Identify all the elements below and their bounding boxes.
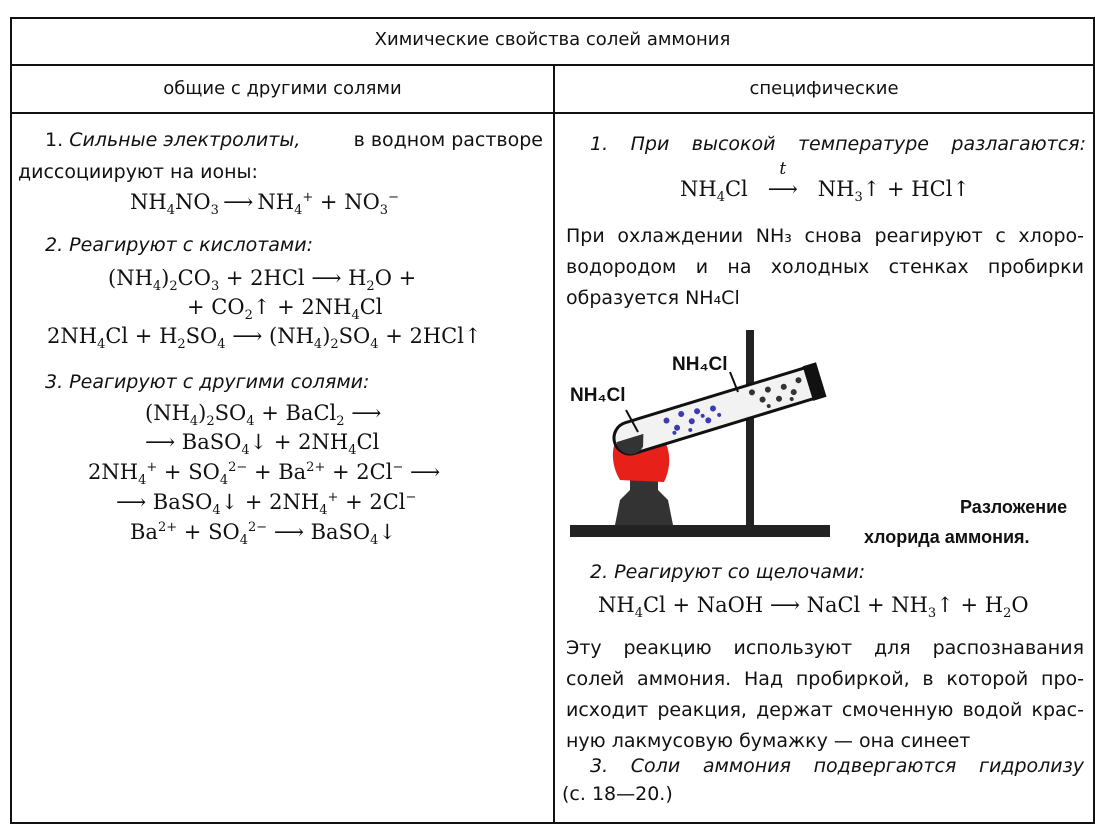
left-p3-heading: 3. Реагируют с другими солями: [45, 371, 370, 393]
stand-rod [746, 330, 754, 528]
right-p3-heading: 3. Соли аммония подвергаются гидролизу [590, 755, 1084, 777]
figure-caption-line2: хлорида аммония. [864, 527, 1030, 547]
equation-decomposition: $NH_4Cl$ t ⟶ $NH_3↑$ + HCl↑ [680, 159, 971, 206]
equation-salt-2a: $2NH_4^+ + SO_4^{2-} + Ba^{2+} + 2Cl^-$ ⟶ [88, 460, 441, 489]
equation-acid-1b: + $CO_2↑ + 2NH_4Cl$ [187, 295, 383, 324]
figure-caption-line1: Разложение [960, 497, 1068, 517]
equation-salt-1b: ⟶ BaSO$_4$↓ + $2NH_4Cl$ [145, 430, 380, 459]
left-p1-italic: Сильные электролиты, [69, 129, 301, 151]
equation-acid-2: $2NH_4Cl + H_2SO_4$ ⟶ $(NH_4)_2SO_4$ + 2HCl↑ [47, 324, 482, 353]
arrow-label-t: t [779, 159, 787, 179]
right-text1-line2: водородом и на холодных стенках пробирки [566, 256, 1084, 278]
right-text2-line4: ную лакмусовую бумажку — она синеет [566, 730, 971, 752]
right-p2-heading: 2. Реагируют со щелочами: [590, 561, 866, 583]
column-header-general: общие с другими солями [163, 78, 402, 99]
equation-salt-2b: ⟶ BaSO$_4$↓ + $2NH_4^+ + 2Cl^-$ [116, 490, 417, 519]
left-p1-line2: диссоциируют на ионы: [18, 161, 258, 183]
left-p1-line1 [45, 124, 543, 156]
right-p3-reference: (с. 18—20.) [562, 783, 673, 805]
test-tube [609, 362, 826, 460]
right-p1-heading: 1. При высокой температуре разлагаются: [590, 133, 1086, 155]
right-text2-line2: солей аммония. Над пробиркой, в которой про- [566, 668, 1084, 690]
stand-base [570, 525, 830, 537]
left-p1-rest: в водном растворе [353, 129, 543, 151]
column-header-specific: специфические [749, 78, 899, 99]
burner [615, 488, 673, 525]
right-text1-line3: образуется NH₄Cl [566, 287, 740, 309]
equation-dissociation: $NH_4NO_3$ ⟶ $NH_4^+ + NO_3^-$ [130, 190, 399, 219]
equation-alkali: $NH_4Cl$ + NaOH ⟶ NaCl + $NH_3↑ + H_2O$ [598, 593, 1029, 622]
right-text2-line3: исходит реакция, держат смоченную водой крас- [566, 699, 1084, 721]
figure-label-nh4cl-bottom: NH₄Cl [570, 385, 626, 406]
equation-salt-3: $Ba^{2+} + SO_4^{2-}$ ⟶ BaSO$_4$↓ [130, 520, 397, 549]
left-p2-heading: 2. Реагируют с кислотами: [45, 234, 314, 256]
left-p1-number: 1. [45, 129, 64, 151]
figure-label-nh4cl-top: NH₄Cl [672, 354, 728, 375]
equation-salt-1a: $(NH_4)_2SO_4$ + BaCl$_2$ ⟶ [145, 401, 382, 430]
right-text2-line1: Эту реакцию используют для распознавания [566, 637, 1084, 659]
right-text1-line1: При охлаждении NH₃ снова реагируют с хлоро- [566, 225, 1084, 247]
equation-acid-1a: $(NH_4)_2CO_3 + 2HCl$ ⟶ $H_2O$ + [108, 266, 417, 295]
table-title: Химические свойства солей аммония [374, 29, 731, 50]
